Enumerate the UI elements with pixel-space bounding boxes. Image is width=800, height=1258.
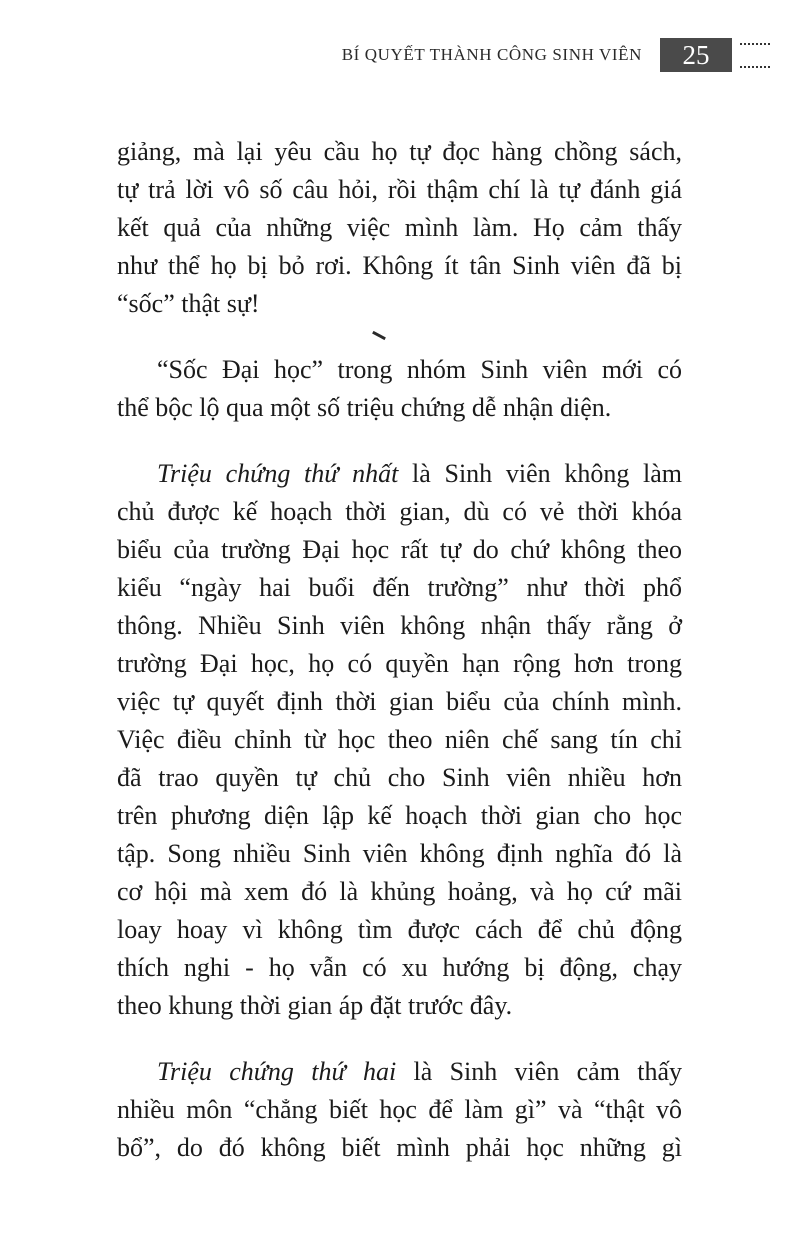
dot-line-bottom (740, 66, 770, 68)
text-run: là Sinh viên không làm (398, 459, 682, 488)
text-line: “Sốc Đại học” trong nhóm Sinh viên mới có (157, 355, 682, 384)
text-line: trên phương diện lập kế hoạch thời gian cho học (117, 801, 682, 830)
text-line: giảng, mà lại yêu cầu họ tự đọc hàng chồng sách, (117, 137, 682, 166)
text-line: như thể họ bị bỏ rơi. Không ít tân Sinh viên đã bị (117, 251, 682, 280)
text-line: tập. Song nhiều Sinh viên không định nghĩa đó là (117, 839, 682, 868)
decorative-dots (740, 34, 776, 74)
running-title: BÍ QUYẾT THÀNH CÔNG SINH VIÊN (341, 45, 642, 64)
text-line: biểu của trường Đại học rất tự do chứ không theo (117, 535, 682, 564)
text-line: thể bộc lộ qua một số triệu chứng dễ nhận diện. (117, 393, 612, 422)
text-line: kiểu “ngày hai buổi đến trường” như thời phổ (117, 573, 682, 602)
text-line: thích nghi - họ vẫn có xu hướng bị động, chạy (117, 953, 682, 982)
paragraph-2 (117, 351, 682, 389)
text-line: đã trao quyền tự chủ cho Sinh viên nhiều hơn (117, 763, 682, 792)
text-line: kết quả của những việc mình làm. Họ cảm thấy (117, 213, 682, 242)
text-line: cơ hội mà xem đó là khủng hoảng, và họ cứ mãi (117, 877, 682, 906)
running-header (0, 34, 800, 74)
paragraph-2-cont (117, 389, 682, 427)
text-line: loay hoay vì không tìm được cách để chủ động (117, 915, 682, 944)
text-line: trường Đại học, họ có quyền hạn rộng hơn trong (117, 649, 682, 678)
page-body (117, 133, 682, 1195)
page-number-badge (660, 38, 732, 72)
page-number: 25 (682, 40, 710, 70)
text-line: theo khung thời gian áp đặt trước đây. (117, 991, 513, 1020)
symptom-2-heading: Triệu chứng thứ hai (157, 1057, 397, 1086)
dot-line-top (740, 43, 770, 45)
paragraph-4 (117, 1053, 682, 1167)
text-run: là Sinh viên cảm thấy (396, 1057, 682, 1086)
paragraph-1 (117, 133, 682, 323)
text-line: nhiều môn “chẳng biết học để làm gì” và “thật vô (117, 1095, 682, 1124)
symptom-1-heading: Triệu chứng thứ nhất (157, 459, 399, 488)
text-line: bổ”, do đó không biết mình phải học những gì (117, 1133, 682, 1162)
text-line (117, 1053, 682, 1091)
text-line: “sốc” thật sự! (117, 289, 260, 318)
text-line: tự trả lời vô số câu hỏi, rồi thậm chí là tự đánh giá (117, 175, 682, 204)
text-line: chủ được kế hoạch thời gian, dù có vẻ thời khóa (117, 497, 682, 526)
paragraph-3 (117, 455, 682, 1025)
text-line: việc tự quyết định thời gian biểu của chính mình. (117, 687, 682, 716)
text-line (117, 455, 682, 493)
text-line: thông. Nhiều Sinh viên không nhận thấy rằng ở (117, 611, 682, 640)
text-line: Việc điều chỉnh từ học theo niên chế sang tín chỉ (117, 725, 682, 754)
